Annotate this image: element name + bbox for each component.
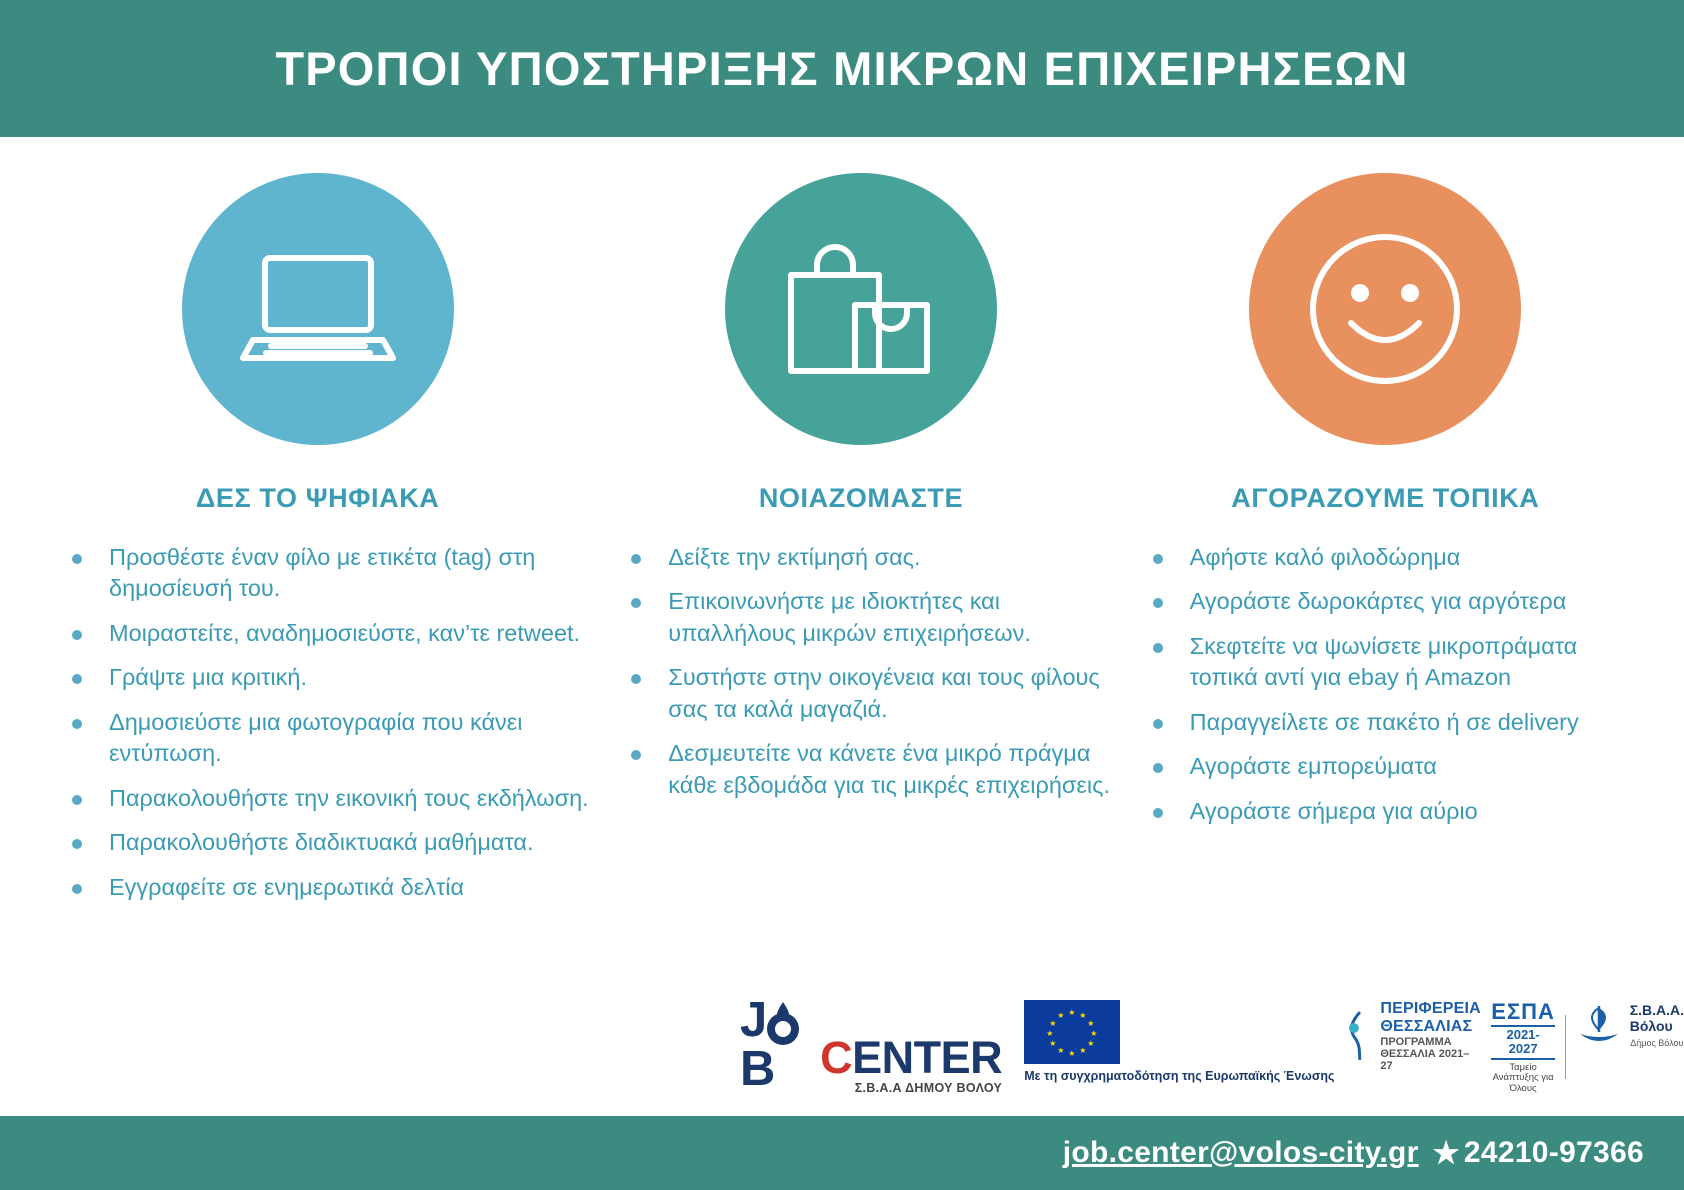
- page-title: ΤΡΟΠΟΙ ΥΠΟΣΤΗΡΙΞΗΣ ΜΙΚΡΩΝ ΕΠΙΧΕΙΡΗΣΕΩΝ: [275, 42, 1409, 95]
- list-item: Αγοράστε δωροκάρτες για αργότερα: [1145, 586, 1650, 617]
- smiley-face-icon: [1249, 173, 1521, 445]
- droplet-shape: [766, 996, 800, 1048]
- perifereia-thessalias-logo: [1345, 1000, 1482, 1073]
- sbaa-line2: Βόλου: [1629, 1017, 1673, 1034]
- espa-logo: [1491, 1000, 1555, 1094]
- column-digital: [34, 137, 601, 916]
- job-letter-b: B: [740, 1042, 775, 1096]
- eu-funding-logo: [1024, 1000, 1684, 1094]
- sbaa-line1: Σ.Β.Α.Α.: [1629, 1001, 1684, 1018]
- eu-flag-icon: [1024, 1000, 1120, 1064]
- eu-stars: ★ ★ ★ ★ ★ ★ ★ ★ ★ ★ ★ ★: [1046, 1007, 1098, 1058]
- list-item: Προσθέστε έναν φίλο με ετικέτα (tag) στη δημοσίευσή του.: [64, 542, 601, 605]
- job-center-logo: [740, 993, 1003, 1096]
- list-item: Δεσμευτείτε να κάνετε ένα μικρό πράγμα κάθε εβδομάδα για τις μικρές επιχειρήσεις.: [623, 738, 1120, 801]
- star-icon: ★: [1432, 1136, 1460, 1170]
- perifereia-text: [1380, 1000, 1481, 1073]
- center-wordmark: [820, 1031, 1003, 1095]
- list-item: Αγοράστε εμπορεύματα: [1145, 751, 1650, 782]
- sbaa-text: [1630, 1002, 1684, 1049]
- list-item: Αγοράστε σήμερα για αύριο: [1145, 796, 1650, 827]
- column-care: [601, 137, 1120, 814]
- sbaa-line3: Δήμος Βόλου: [1630, 1037, 1684, 1048]
- list-item: Μοιραστείτε, αναδημοσιεύστε, καν’τε retweet.: [64, 618, 601, 649]
- perifereia-line2: ΘΕΣΣΑΛΙΑΣ: [1380, 1017, 1473, 1035]
- espa-years: 2021-2027: [1491, 1025, 1555, 1060]
- footer-banner: [0, 1116, 1684, 1190]
- espa-title: ΕΣΠΑ: [1491, 998, 1555, 1024]
- list-item: Γράψτε μια κριτική.: [64, 662, 601, 693]
- argo-ship-icon: [1576, 1000, 1622, 1050]
- icon-container-1: [34, 137, 601, 445]
- column-list-1: [34, 542, 601, 903]
- sbaa-volou-logo: [1576, 1000, 1684, 1050]
- icon-container-3: [1121, 137, 1650, 445]
- list-item: Σκεφτείτε να ψωνίσετε μικροπράματα τοπικά αντί για ebay ή Amazon: [1145, 631, 1650, 694]
- list-item: Δημοσιεύστε μια φωτογραφία που κάνει εντύπωση.: [64, 707, 601, 770]
- logo-strip: [740, 993, 1684, 1096]
- list-item: Παρακολουθήστε την εικονική τους εκδήλωση.: [64, 783, 601, 814]
- list-item: Επικοινωνήστε με ιδιοκτήτες και υπαλλήλους μικρών επιχειρήσεων.: [623, 586, 1120, 649]
- shopping-bags-icon: [725, 173, 997, 445]
- column-title-1: ΔΕΣ ΤΟ ΨΗΦΙΑΚΑ: [195, 483, 440, 513]
- list-item: Δείξτε την εκτίμησή σας.: [623, 542, 1120, 573]
- eu-funding-caption: Με τη συγχρηματοδότηση της Ευρωπαϊκής Ένωσης: [1024, 1068, 1335, 1083]
- perifereia-line3: ΠΡΟΓΡΑΜΜΑ: [1380, 1035, 1452, 1048]
- center-rest: ENTER: [852, 1031, 1003, 1083]
- job-letter-j: J: [740, 993, 767, 1047]
- contact-phone: [1433, 1136, 1644, 1171]
- espa-subtitle: Ταμείο Ανάπτυξης για Όλους: [1492, 1061, 1554, 1094]
- column-title-2: ΝΟΙΑΖΟΜΑΣΤΕ: [758, 483, 964, 513]
- list-item: Αφήστε καλό φιλοδώρημα: [1145, 542, 1650, 573]
- list-item: Παρακολουθήστε διαδικτυακά μαθήματα.: [64, 827, 601, 858]
- contact-email-link[interactable]: job.center@volos-city.gr: [1062, 1136, 1419, 1169]
- job-wordmark: [740, 993, 806, 1096]
- center-letter-c: C: [820, 1031, 853, 1083]
- perifereia-symbol-icon: [1345, 1008, 1375, 1064]
- center-subtitle: Σ.Β.Α.Α ΔΗΜΟΥ ΒΟΛΟΥ: [854, 1080, 1003, 1095]
- icon-container-2: [601, 137, 1120, 445]
- list-item: Εγγραφείτε σε ενημερωτικά δελτία: [64, 872, 601, 903]
- perifereia-line4: ΘΕΣΣΑΛΙΑ 2021–27: [1380, 1048, 1470, 1073]
- column-title-3: ΑΓΟΡΑΖΟΥΜΕ ΤΟΠΙΚΑ: [1231, 483, 1540, 513]
- content-area: [0, 137, 1684, 1116]
- columns-container: [34, 137, 1650, 916]
- list-item: Συστήστε στην οικογένεια και τους φίλους σας τα καλά μαγαζιά.: [623, 662, 1120, 725]
- list-item: Παραγγείλετε σε πακέτο ή σε delivery: [1145, 707, 1650, 738]
- logo-divider: [1565, 1015, 1566, 1079]
- column-buy-local: [1121, 137, 1650, 840]
- header-banner: [0, 0, 1684, 137]
- laptop-icon: [182, 173, 454, 445]
- center-word: [820, 1031, 1003, 1083]
- phone-number: 24210-97366: [1463, 1136, 1644, 1169]
- column-list-2: [601, 542, 1120, 801]
- column-list-3: [1121, 542, 1650, 827]
- perifereia-line1: ΠΕΡΙΦΕΡΕΙΑ: [1380, 999, 1481, 1017]
